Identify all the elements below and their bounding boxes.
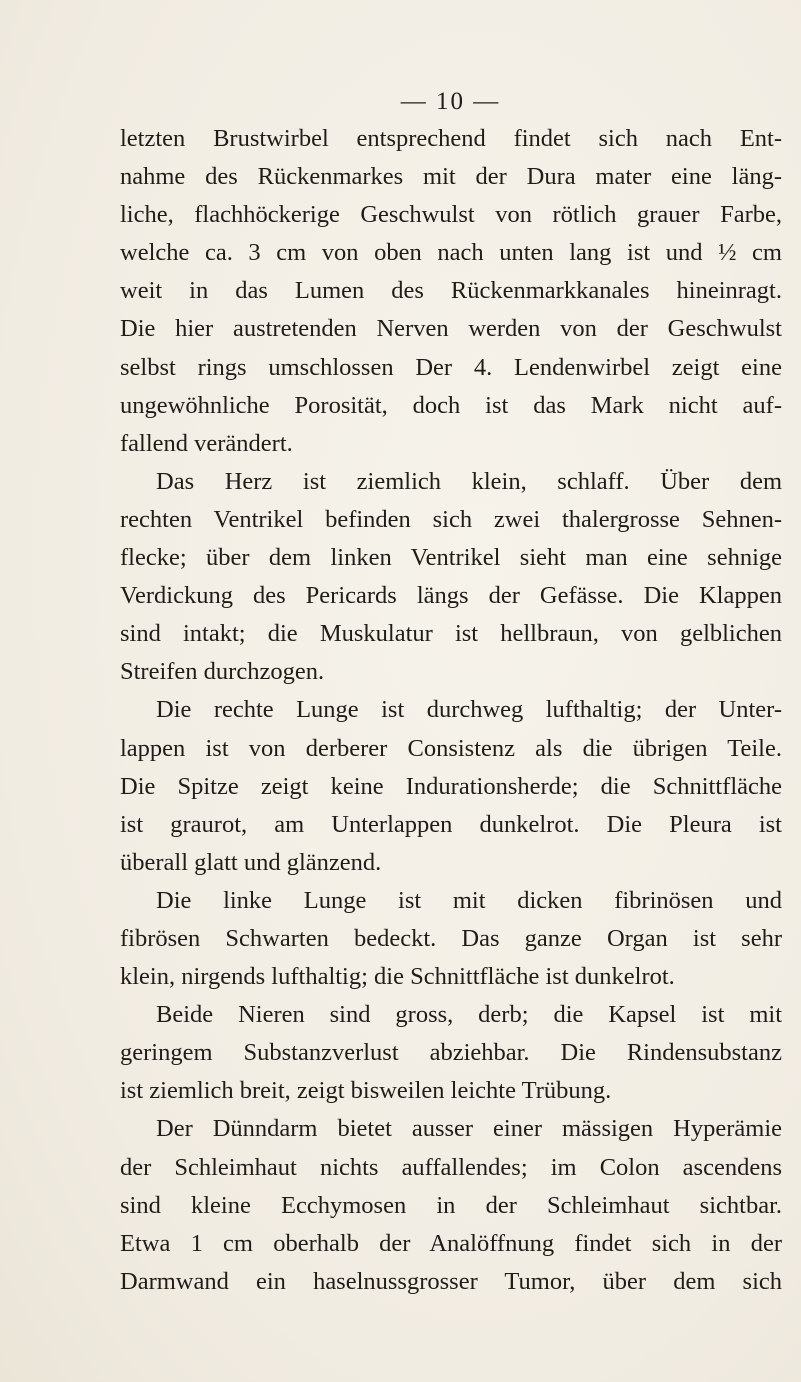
text-line: sind kleine Ecchymosen in der Schleimhaut sichtbar. <box>120 1191 782 1219</box>
text-line: klein, nirgends lufthaltig; die Schnittfläche ist dunkelrot. <box>120 963 675 991</box>
text-line: geringem Substanzverlust abziehbar. Die Rindensubstanz <box>120 1039 782 1067</box>
text-line: welche ca. 3 cm von oben nach unten lang ist und ½ cm <box>120 239 782 267</box>
text-line: fibrösen Schwarten bedeckt. Das ganze Organ ist sehr <box>120 924 782 952</box>
text-line: ist graurot, am Unterlappen dunkelrot. Die Pleura ist <box>120 810 782 838</box>
text-line: weit in das Lumen des Rückenmarkkanales hineinragt. <box>120 277 782 305</box>
text-line: flecke; über dem linken Ventrikel sieht man eine sehnige <box>120 544 782 572</box>
text-line: Streifen durchzogen. <box>120 658 325 686</box>
text-line: Die rechte Lunge ist durchweg lufthaltig; der Unter- <box>156 696 782 724</box>
text-line: Darmwand ein haselnussgrosser Tumor, über dem sich <box>120 1267 782 1295</box>
text-line: Beide Nieren sind gross, derb; die Kapsel ist mit <box>156 1001 782 1029</box>
body-text <box>120 120 782 1301</box>
text-line: Das Herz ist ziemlich klein, schlaff. Über dem <box>156 467 782 495</box>
text-line: Der Dünndarm bietet ausser einer mässigen Hyperämie <box>156 1115 782 1143</box>
text-line: überall glatt und glänzend. <box>120 848 382 876</box>
text-line: ungewöhnliche Porosität, doch ist das Mark nicht auf- <box>120 391 782 419</box>
text-line: nahme des Rückenmarkes mit der Dura mater eine läng- <box>120 163 782 191</box>
text-line: Die Spitze zeigt keine Indurationsherde; die Schnittfläche <box>120 772 782 800</box>
text-line: fallend verändert. <box>120 429 293 457</box>
text-line: ist ziemlich breit, zeigt bisweilen leichte Trübung. <box>120 1077 612 1105</box>
text-line: rechten Ventrikel befinden sich zwei thalergrosse Sehnen- <box>120 505 782 533</box>
text-line: Etwa 1 cm oberhalb der Analöffnung findet sich in der <box>120 1229 782 1257</box>
text-line: Die linke Lunge ist mit dicken fibrinösen und <box>156 886 782 914</box>
text-line: der Schleimhaut nichts auffallendes; im Colon ascendens <box>120 1153 782 1181</box>
text-line: lappen ist von derberer Consistenz als die übrigen Teile. <box>120 734 782 762</box>
page-number: — 10 — <box>400 88 501 115</box>
text-line: liche, flachhöckerige Geschwulst von rötlich grauer Farbe, <box>120 201 782 229</box>
text-line: Verdickung des Pericards längs der Gefässe. Die Klappen <box>120 582 782 610</box>
text-line: sind intakt; die Muskulatur ist hellbraun, von gelblichen <box>120 620 782 648</box>
text-line: selbst rings umschlossen Der 4. Lendenwirbel zeigt eine <box>120 353 782 381</box>
text-line: Die hier austretenden Nerven werden von der Geschwulst <box>120 315 782 343</box>
text-line: letzten Brustwirbel entsprechend findet sich nach Ent- <box>120 125 782 152</box>
